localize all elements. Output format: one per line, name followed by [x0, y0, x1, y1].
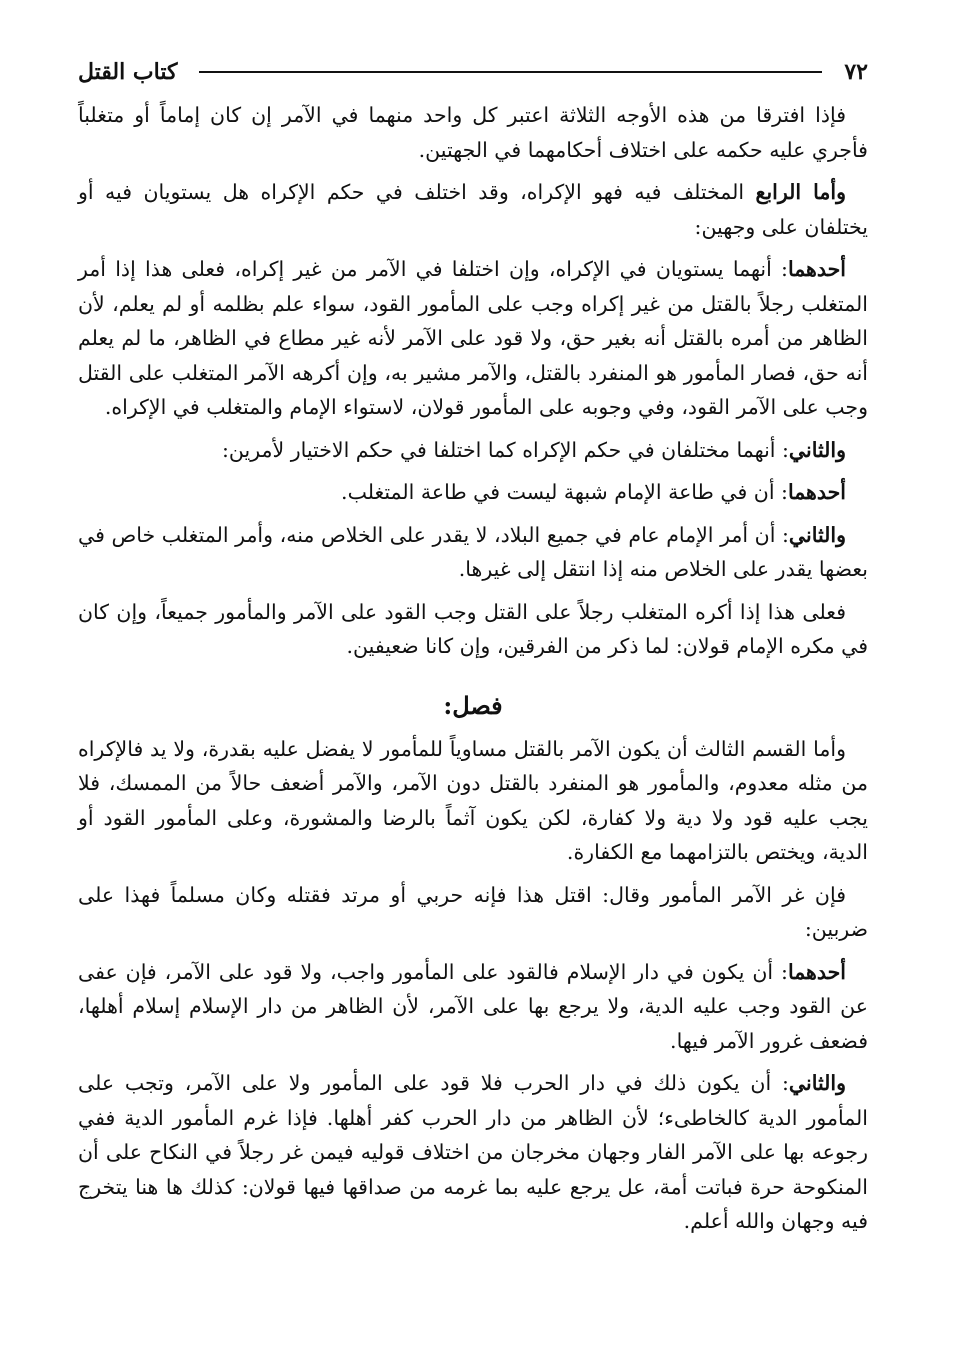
paragraph — [78, 1066, 868, 1239]
paragraph-group-b — [78, 732, 868, 1239]
paragraph-lead: أحدهما — [787, 480, 846, 504]
paragraph-lead: والثاني — [788, 437, 846, 462]
paragraph — [78, 433, 868, 468]
paragraph — [78, 175, 868, 244]
paragraph-lead: أحدهما — [787, 959, 846, 984]
page-header — [78, 52, 868, 92]
paragraph — [78, 252, 868, 425]
book-title: كتاب القتل — [78, 59, 178, 85]
paragraph-text: : أن يكون ذلك في دار الحرب فلا قود على المأمور ولا على الآمر، وتجب على المأمور الدية كالخاطىء؛ لأن الظاهر من دار الحرب كفر أهلها. فإذا غرم المأمور الدية ففي رجوعه بها على الآمر الفار وجهان مخرجان من اختلاف قوليه فيمن غر رجلاً في النكاح على أن المنكوحة حرة فباتت أمة، عل يرجع عليه بما غرمه من صداقها فيها قولان: كذلك ها هنا يتخرج فيه وجهان والله أعلم. — [78, 1071, 868, 1233]
section-heading: فصل: — [443, 690, 503, 720]
paragraph-text: المختلف فيه فهو الإكراه، وقد اختلف في حكم الإكراه هل يستويان فيه أو يختلفان على وجهين: — [78, 180, 868, 239]
paragraph-text: فإن غر الآمر المأمور وقال: اقتل هذا فإنه حربي أو مرتد فقتله وكان مسلماً فهذا على ضربين: — [78, 882, 868, 941]
paragraph — [78, 878, 868, 947]
paragraph-text: وأما القسم الثالث أن يكون الآمر بالقتل مساوياً للمأمور لا يفضل عليه بقدرة، ولا يد فالإكراه من مثله معدوم، والمأمور هو المنفرد بالقتل دون الآمر، والآمر أضعف حالاً من الممسك، فلا يجب عليه قود ولا دية ولا كفارة، لكن يكون آثماً بالرضا والمشورة، وعلى المأمور القود أو الدية، ويختص بالتزامهما مع الكفارة. — [78, 736, 868, 864]
paragraph-text: فإذا افترقا من هذه الأوجه الثلاثة اعتبر كل واحد منهما في الآمر إن كان إماماً أو متغلباً فأجري عليه حكمه على اختلاف أحكامهما في الجهتين. — [78, 103, 868, 162]
paragraph-text: : أن يكون في دار الإسلام فالقود على المأمور واجب، ولا قود على الآمر، فإن عفى عن القود وجب عليه الدية، ولا يرجع بها على الآمر، لأن الظاهر من دار الإسلام إسلام أهلها، فضعف غرور الآمر فيها. — [78, 959, 868, 1053]
paragraph-text: فعلى هذا إذا أكره المتغلب رجلاً على القتل وجب القود على الآمر والمأمور جميعاً، وإن كان في مكره الإمام قولان: لما ذكر من الفرقين، وإن كانا ضعيفين. — [78, 599, 868, 658]
header-rule — [199, 71, 822, 73]
paragraph — [78, 955, 868, 1059]
page-number: ٧٢ — [844, 59, 868, 85]
document-page — [78, 52, 868, 1247]
paragraph — [78, 475, 868, 510]
paragraph-text: : أن أمر الإمام عام في جميع البلاد، لا يقدر على الخلاص منه، وأمر المتغلب خاص في بعضها يقدر على الخلاص منه إذا انتقل إلى غيرها. — [78, 522, 868, 581]
document-body — [78, 98, 868, 1239]
paragraph-text: : أنهما مختلفان في حكم الإكراه كما اختلفا في حكم الاختيار لأمرين: — [221, 437, 789, 462]
paragraph — [78, 595, 868, 664]
paragraph-lead: وأما الرابع — [755, 180, 846, 204]
paragraph-text: : أنهما يستويان في الإكراه، وإن اختلفا في الآمر من غير إكراه، فعلى هذا إذا أمر المتغلب رجلاً بالقتل من غير إكراه وجب على المأمور القود، سواء علم بظلمه أو لم يعلم، لأن الظاهر من أمره بالقتل أنه بغير حق، ولا قود على الآمر لأنه غير مطاع في الظاهر، ما لم يعلم أنه حق، فصار المأمور هو المنفرد بالقتل، والآمر مشير به، وإن أكرهه الآمر المتغلب على القتل وجب على الآمر القود، وفي وجوبه على المأمور قولان، لاستواء الإمام والمتغلب في الإكراه. — [78, 257, 868, 419]
paragraph-lead: والثاني — [788, 522, 846, 547]
paragraph-lead: أحدهما — [787, 257, 846, 281]
paragraph-lead: والثاني — [788, 1071, 846, 1095]
paragraph-group-a — [78, 98, 868, 664]
paragraph — [78, 98, 868, 167]
paragraph — [78, 518, 868, 587]
paragraph — [78, 732, 868, 870]
paragraph-text: : أن في طاعة الإمام شبهة ليست في طاعة المتغلب. — [341, 480, 788, 504]
